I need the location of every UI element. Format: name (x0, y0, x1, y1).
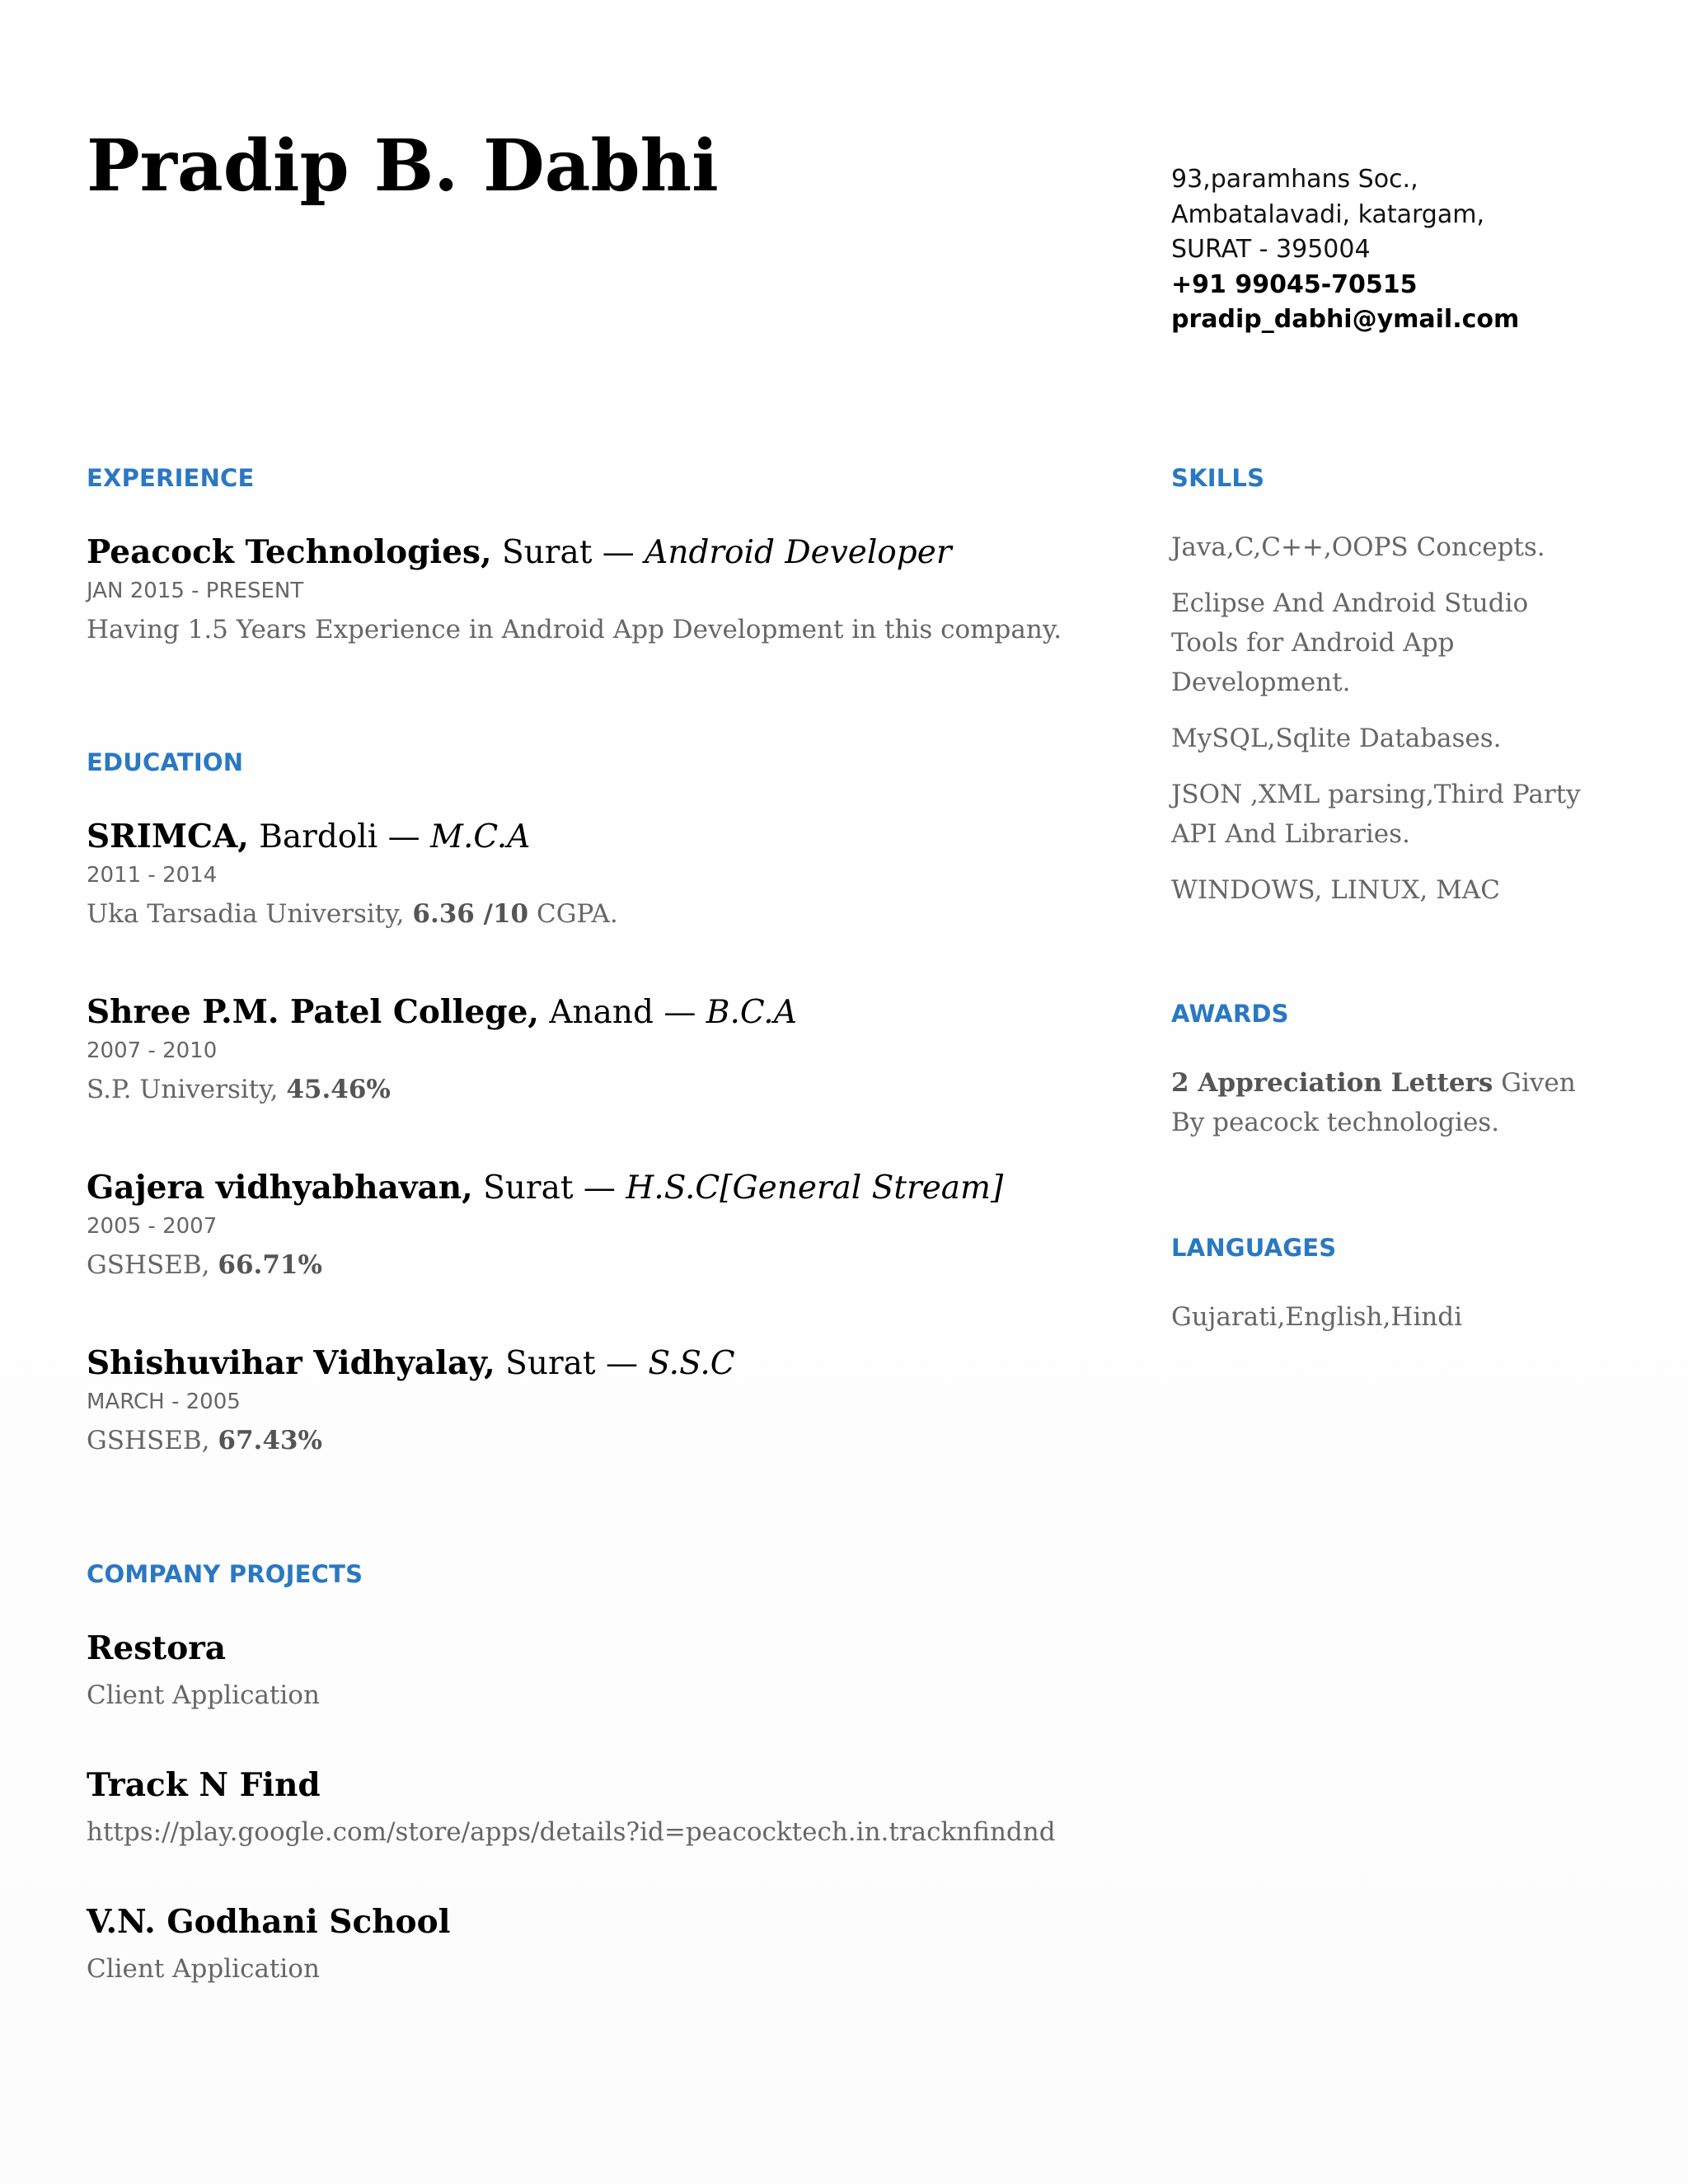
entry-description-prefix: GSHSEB, (87, 1426, 218, 1455)
entry-title (87, 815, 1076, 859)
experience-section (87, 462, 1076, 746)
entry-description-prefix: Uka Tarsadia University, (87, 899, 413, 929)
entry-role: H.S.C[General Stream] (626, 1169, 1004, 1207)
languages-list: Gujarati,English,Hindi (1171, 1302, 1463, 1332)
project-entry (87, 1900, 1076, 1988)
address-line-1: 93,paramhans Soc., (1171, 165, 1418, 194)
education-entry (87, 1166, 1076, 1342)
skill-item: WINDOWS, LINUX, MAC (1171, 875, 1500, 905)
candidate-name: Pradip B. Dabhi (87, 124, 719, 208)
entry-location: Surat — (495, 1345, 649, 1382)
email-address[interactable]: pradip_dabhi@ymail.com (1171, 305, 1520, 334)
entry-description-prefix: GSHSEB, (87, 1250, 218, 1280)
entry-date: MARCH - 2005 (87, 1390, 241, 1414)
education-entry (87, 1342, 1076, 1460)
education-heading: EDUCATION (87, 748, 244, 776)
award-item (1171, 1063, 1600, 1142)
awards-heading: AWARDS (1171, 1000, 1289, 1028)
entry-location: Surat — (491, 534, 645, 571)
entry-date: 2007 - 2010 (87, 1038, 218, 1063)
entry-description (87, 1246, 1076, 1284)
projects-heading: COMPANY PROJECTS (87, 1560, 363, 1588)
entry-organization: Shishuvihar Vidhyalay, (87, 1344, 495, 1382)
skills-section (1171, 462, 1600, 997)
address-line-3: SURAT - 395004 (1171, 235, 1371, 264)
education-section (87, 746, 1076, 1558)
entry-role: Android Developer (645, 534, 952, 571)
education-entry (87, 991, 1076, 1166)
skills-list (1171, 527, 1600, 910)
entry-description (87, 1071, 1076, 1108)
entry-description: Having 1.5 Years Experience in Android App Development in this company. (87, 615, 1062, 644)
entry-organization: Gajera vidhyabhavan, (87, 1169, 473, 1207)
skills-heading: SKILLS (1171, 464, 1265, 492)
entry-date: 2011 - 2014 (87, 863, 218, 888)
skill-item: Eclipse And Android Studio Tools for Android App Development. (1171, 588, 1529, 697)
entry-location: Surat — (472, 1169, 626, 1207)
entry-description (87, 1422, 1076, 1460)
project-description: Client Application (87, 1680, 320, 1710)
entry-grade: 67.43% (218, 1426, 322, 1455)
entry-description-prefix: S.P. University, (87, 1075, 287, 1104)
entry-date: JAN 2015 - PRESENT (87, 579, 304, 603)
project-entry (87, 1627, 1076, 1764)
projects-section (87, 1558, 1076, 1988)
entry-title (87, 991, 1076, 1034)
experience-heading: EXPERIENCE (87, 464, 255, 492)
project-entry (87, 1764, 1076, 1900)
entry-organization: Peacock Technologies, (87, 533, 492, 571)
entry-grade: 66.71% (218, 1250, 322, 1280)
languages-heading: LANGUAGES (1171, 1234, 1337, 1262)
awards-section (1171, 997, 1600, 1231)
entry-title (87, 1166, 1076, 1210)
project-title: Track N Find (87, 1766, 321, 1804)
address-line-2: Ambatalavadi, katargam, (1171, 199, 1484, 229)
entry-organization: SRIMCA, (87, 818, 249, 855)
project-link[interactable]: https://play.google.com/store/apps/details?id=peacocktech.in.tracknfindnd (87, 1817, 1056, 1847)
entry-location: Bardoli — (248, 818, 431, 855)
entry-role: S.S.C (648, 1345, 735, 1382)
skill-item: JSON ,XML parsing,Third Party API And Libraries. (1171, 780, 1581, 849)
main-column (87, 462, 1076, 1988)
entry-description-suffix: CGPA. (528, 899, 618, 929)
entry-location: Anand — (538, 994, 706, 1031)
education-entry (87, 815, 1076, 991)
phone-number[interactable]: +91 99045-70515 (1171, 269, 1418, 299)
experience-entry (87, 531, 1076, 649)
entry-grade: 45.46% (286, 1075, 391, 1104)
skill-item: Java,C,C++,OOPS Concepts. (1171, 532, 1545, 562)
entry-title (87, 1342, 1076, 1385)
award-detail: Given By peacock technologies. (1171, 1068, 1576, 1137)
entry-date: 2005 - 2007 (87, 1214, 218, 1239)
project-description: Client Application (87, 1954, 320, 1984)
project-title: V.N. Godhani School (87, 1903, 451, 1941)
skill-item: MySQL,Sqlite Databases. (1171, 724, 1502, 753)
entry-role: B.C.A (706, 994, 797, 1031)
entry-role: M.C.A (430, 818, 531, 855)
entry-title (87, 531, 1076, 574)
side-column (1171, 462, 1600, 1353)
award-title: 2 Appreciation Letters (1171, 1068, 1493, 1098)
entry-grade: 6.36 /10 (412, 899, 529, 929)
languages-section (1171, 1231, 1600, 1337)
entry-organization: Shree P.M. Patel College, (87, 993, 539, 1031)
contact-block (1171, 162, 1519, 338)
project-title: Restora (87, 1629, 227, 1667)
entry-description (87, 895, 1076, 933)
